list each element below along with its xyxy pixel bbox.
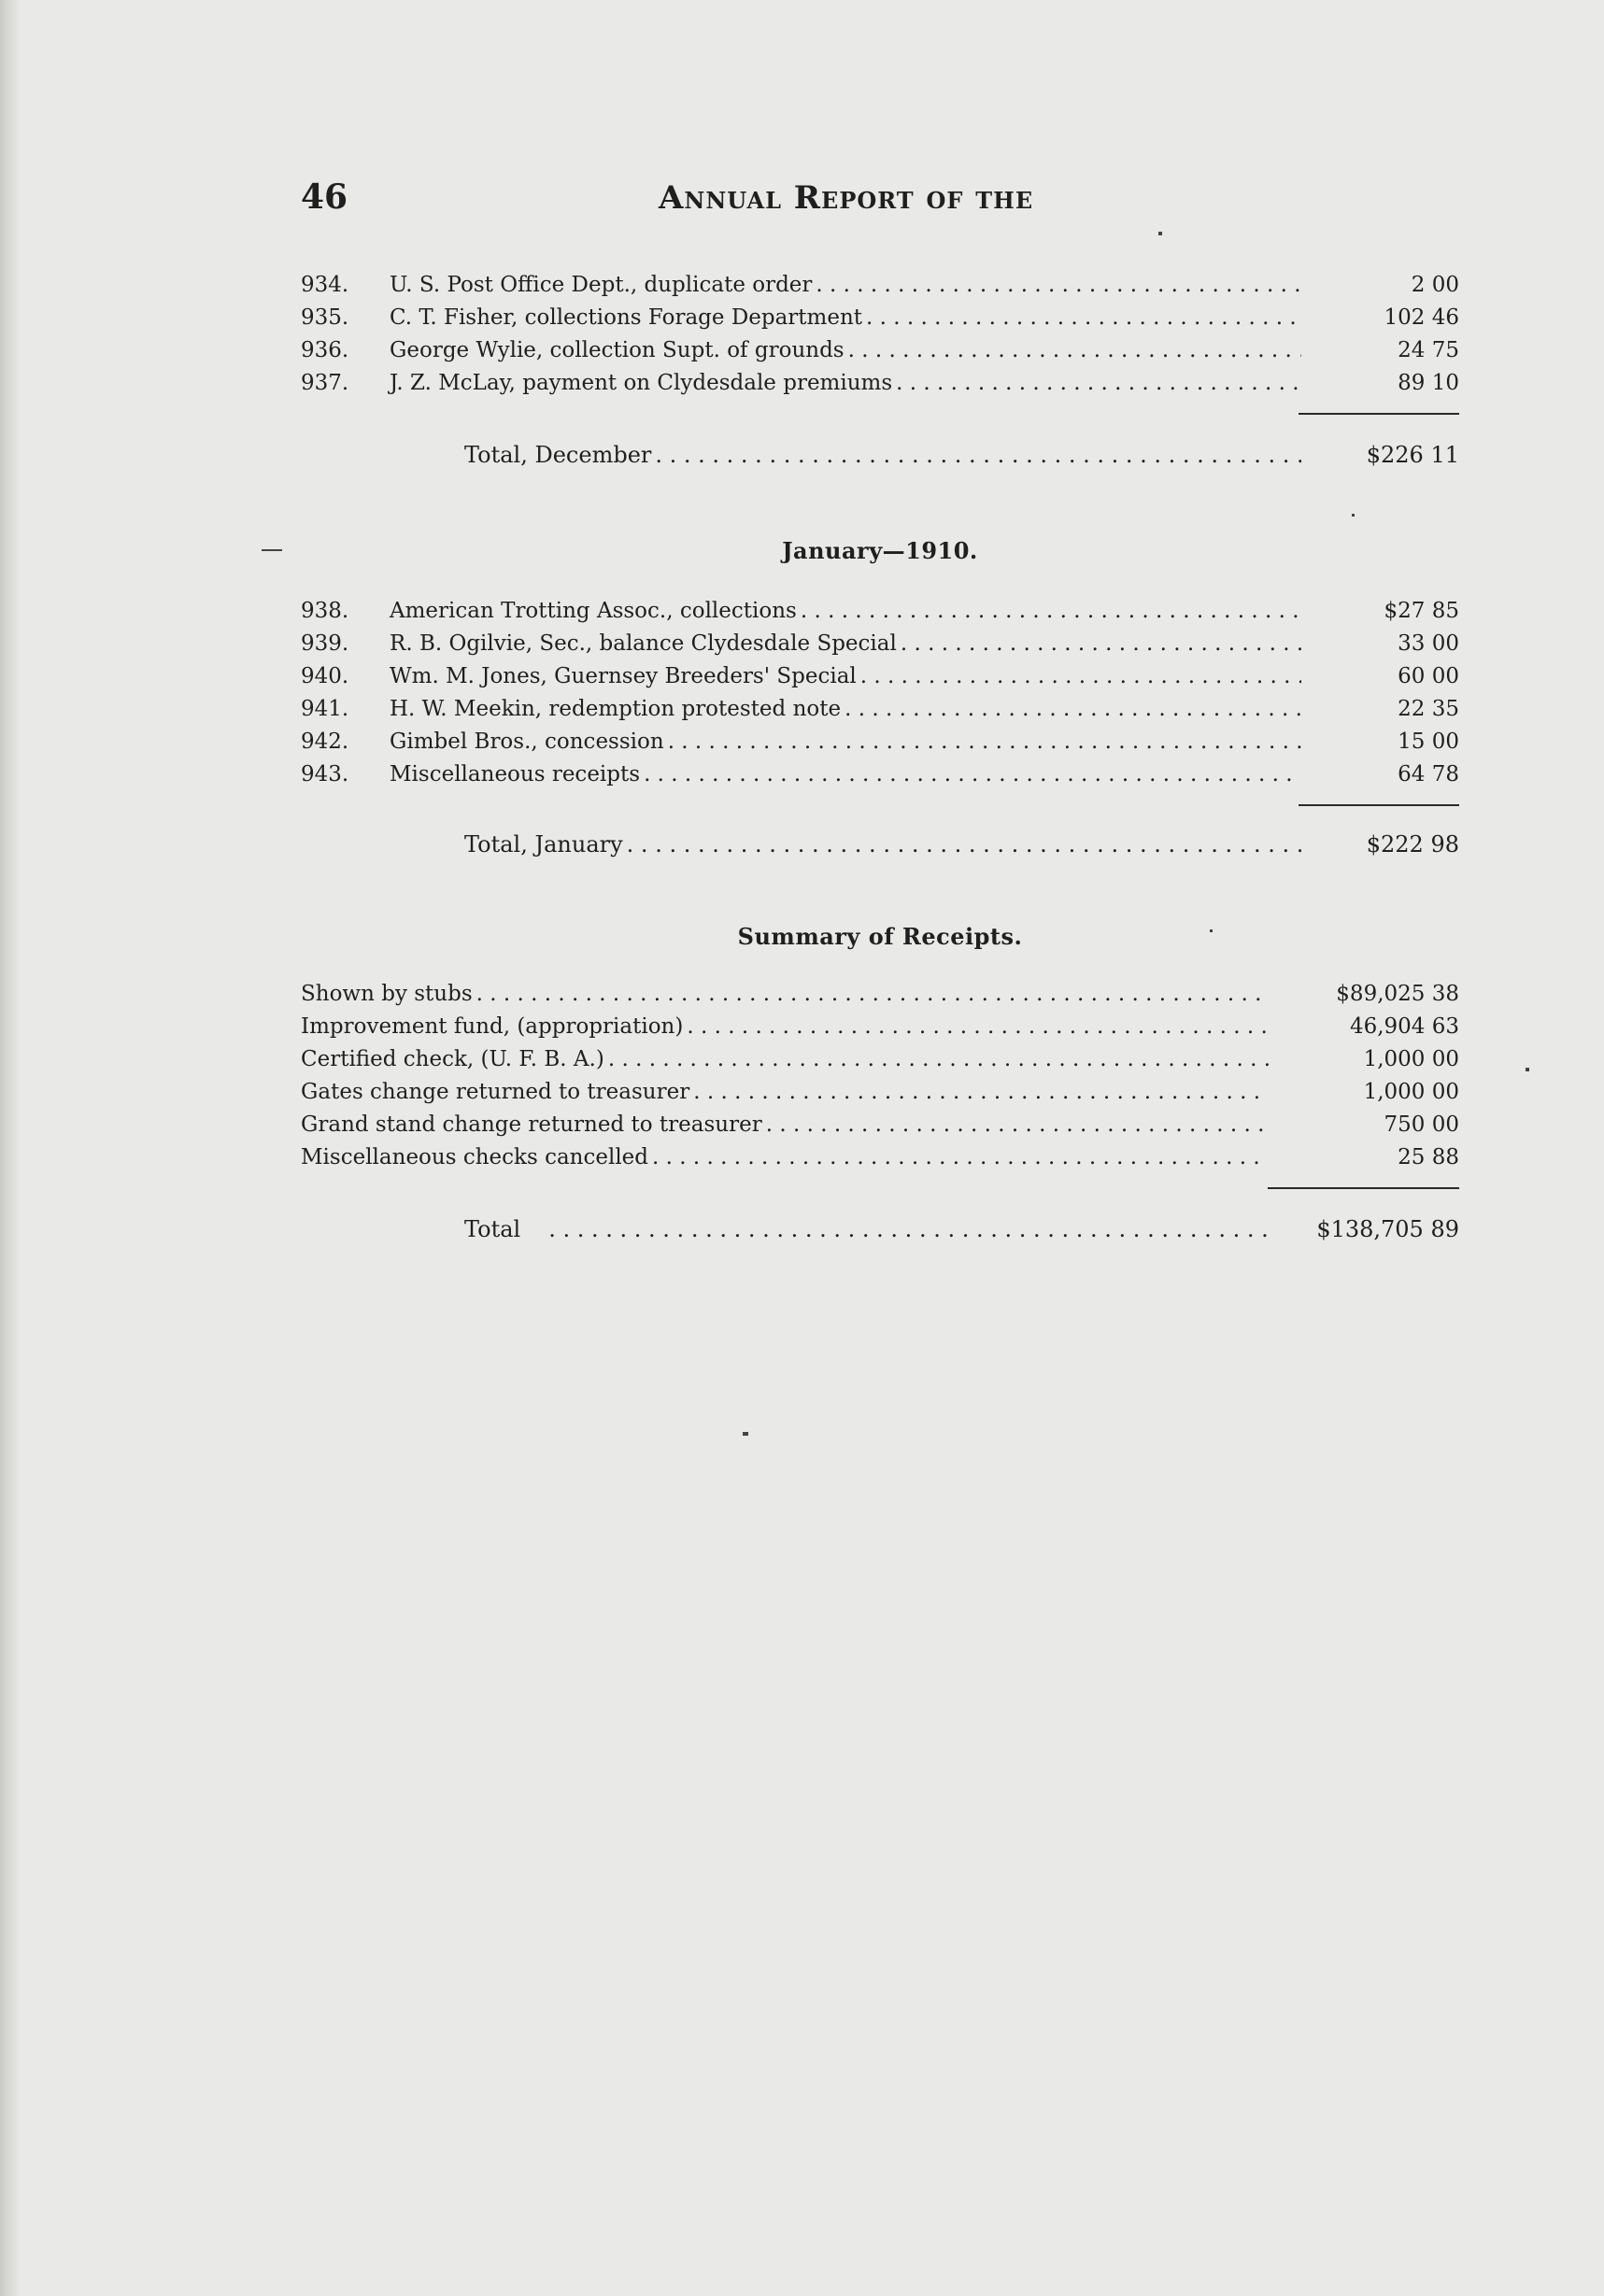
summary-description: Shown by stubs	[301, 982, 473, 1006]
receipt-row	[301, 726, 1459, 758]
receipt-number: 937.	[301, 371, 349, 395]
dot-leader	[693, 1076, 1269, 1109]
receipt-description: U. S. Post Office Dept., duplicate order	[390, 273, 813, 297]
receipt-number: 935.	[301, 305, 349, 330]
summary-row	[301, 1109, 1459, 1141]
receipt-number: 936.	[301, 338, 349, 362]
print-speck	[1158, 232, 1162, 235]
total-rule	[301, 799, 1459, 812]
receipt-amount: 15 00	[1398, 730, 1459, 754]
receipt-amount: 60 00	[1398, 664, 1459, 688]
page-number: 46	[301, 177, 348, 217]
dot-leader	[644, 758, 1301, 791]
print-speck	[743, 1432, 748, 1436]
running-head: Annual Report of the	[659, 179, 1034, 217]
summary-description: Gates change returned to treasurer	[301, 1080, 690, 1104]
dot-leader	[801, 595, 1301, 628]
summary-row	[301, 978, 1459, 1011]
print-speck	[262, 549, 282, 551]
total-label: Total	[464, 1216, 521, 1242]
summary-row	[301, 1011, 1459, 1043]
summary-row	[301, 1076, 1459, 1109]
total-amount: $226 11	[1366, 442, 1459, 468]
total-amount: $222 98	[1366, 831, 1459, 857]
summary-amount: $89,025 38	[1336, 982, 1459, 1006]
receipt-row	[301, 334, 1459, 367]
receipt-number: 943.	[301, 762, 349, 787]
dot-leader	[845, 693, 1301, 726]
receipt-number: 941.	[301, 697, 349, 721]
receipt-row	[301, 269, 1459, 302]
summary-amount: 1,000 00	[1363, 1047, 1459, 1071]
dot-leader	[866, 302, 1301, 334]
dot-leader	[816, 269, 1301, 302]
section-heading: Summary of Receipts.	[737, 923, 1023, 950]
receipt-amount: 33 00	[1398, 631, 1459, 656]
dot-leader	[896, 367, 1301, 400]
summary-description: Certified check, (U. F. B. A.)	[301, 1047, 604, 1071]
dot-leader	[668, 726, 1301, 758]
receipt-row	[301, 302, 1459, 334]
receipt-amount: 64 78	[1398, 762, 1459, 787]
receipt-row	[301, 660, 1459, 693]
receipt-number: 939.	[301, 631, 349, 656]
receipt-number: 942.	[301, 730, 349, 754]
receipt-number: 940.	[301, 664, 349, 688]
receipt-amount: 22 35	[1398, 697, 1459, 721]
summary-row	[301, 1141, 1459, 1174]
receipt-amount: 102 46	[1384, 305, 1459, 330]
summary-description: Grand stand change returned to treasurer	[301, 1113, 762, 1137]
receipt-row	[301, 628, 1459, 660]
receipt-row	[301, 758, 1459, 791]
summary-row	[301, 1043, 1459, 1076]
total-amount: $138,705 89	[1316, 1216, 1459, 1242]
dot-leader	[476, 978, 1269, 1011]
receipt-amount: $27 85	[1384, 599, 1459, 623]
receipt-row	[301, 595, 1459, 628]
receipt-description: Wm. M. Jones, Guernsey Breeders' Special	[390, 664, 857, 688]
total-row	[301, 1213, 1459, 1246]
summary-description: Improvement fund, (appropriation)	[301, 1014, 684, 1039]
dot-leader	[687, 1011, 1269, 1043]
total-rule	[301, 407, 1459, 420]
receipt-description: American Trotting Assoc., collections	[390, 599, 797, 623]
print-speck	[1352, 514, 1355, 517]
total-label: Total, December	[464, 442, 652, 468]
summary-amount: 25 88	[1398, 1145, 1459, 1169]
total-row	[301, 829, 1459, 861]
summary-amount: 1,000 00	[1363, 1080, 1459, 1104]
dot-leader	[655, 439, 1301, 472]
dot-leader	[860, 660, 1301, 693]
receipt-description: George Wylie, collection Supt. of grounds	[390, 338, 845, 362]
receipt-row	[301, 693, 1459, 726]
dot-leader	[608, 1043, 1269, 1076]
receipt-amount: 24 75	[1398, 338, 1459, 362]
dot-leader	[652, 1141, 1269, 1174]
dot-leader	[548, 1213, 1269, 1246]
receipt-description: Gimbel Bros., concession	[390, 730, 664, 754]
summary-description: Miscellaneous checks cancelled	[301, 1145, 649, 1169]
page-header	[301, 177, 1459, 224]
january-receipts	[301, 595, 1459, 861]
dot-leader	[766, 1109, 1269, 1141]
total-rule	[301, 1182, 1459, 1195]
receipt-description: J. Z. McLay, payment on Clydesdale premiums	[390, 371, 893, 395]
total-row	[301, 439, 1459, 472]
receipt-amount: 2 00	[1411, 273, 1459, 297]
summary-of-receipts	[301, 978, 1459, 1246]
dot-leader	[627, 829, 1301, 861]
receipt-description: R. B. Ogilvie, Sec., balance Clydesdale Special	[390, 631, 897, 656]
summary-amount: 750 00	[1384, 1113, 1459, 1137]
print-speck	[1210, 929, 1213, 932]
receipt-description: H. W. Meekin, redemption protested note	[390, 697, 842, 721]
dot-leader	[901, 628, 1301, 660]
total-label: Total, January	[464, 831, 623, 857]
receipt-description: C. T. Fisher, collections Forage Department	[390, 305, 863, 330]
december-receipts	[301, 269, 1459, 472]
receipt-number: 934.	[301, 273, 349, 297]
receipt-number: 938.	[301, 599, 349, 623]
receipt-amount: 89 10	[1398, 371, 1459, 395]
print-speck	[1526, 1068, 1529, 1071]
receipt-row	[301, 367, 1459, 400]
summary-amount: 46,904 63	[1349, 1014, 1459, 1039]
section-heading: January—1910.	[782, 537, 978, 564]
dot-leader	[848, 334, 1301, 367]
receipt-description: Miscellaneous receipts	[390, 762, 641, 787]
